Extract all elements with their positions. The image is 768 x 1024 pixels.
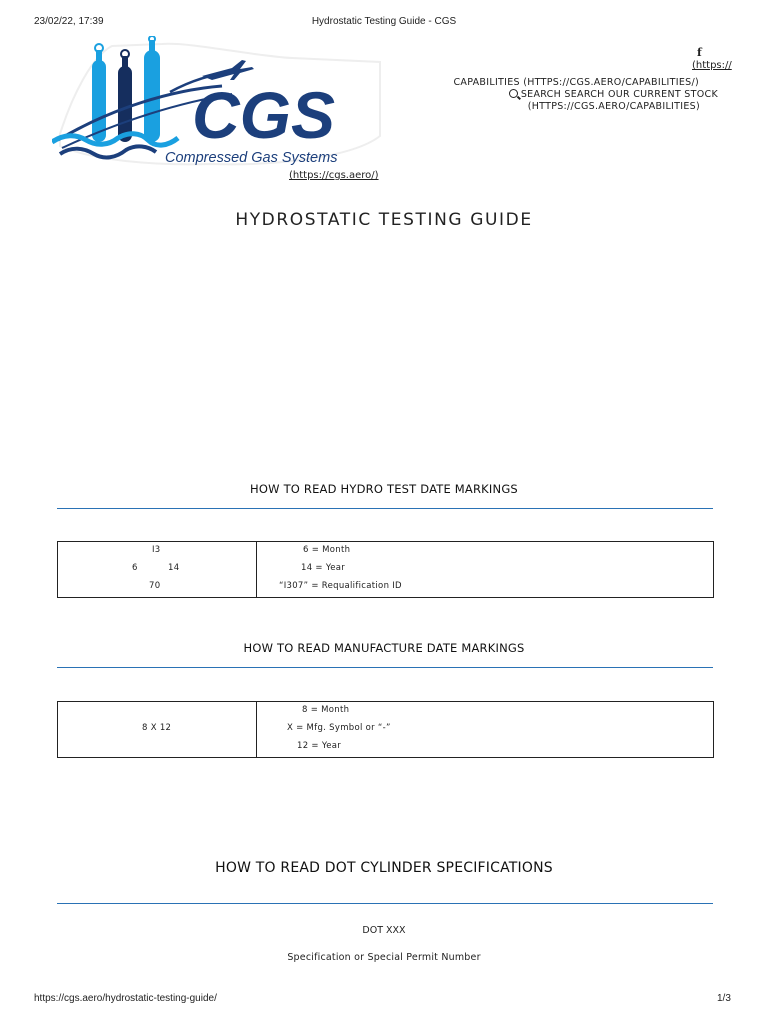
section-divider: [57, 903, 713, 904]
manufacture-legend-year: 12 = Year: [297, 741, 342, 751]
section-divider: [57, 508, 713, 509]
facebook-link[interactable]: (https://: [692, 60, 732, 71]
hydro-mark-left: 6: [132, 563, 138, 573]
hydro-legend-year: 14 = Year: [301, 563, 346, 573]
print-page-number: 1/3: [717, 993, 731, 1004]
manufacture-heading: HOW TO READ MANUFACTURE DATE MARKINGS: [243, 641, 525, 655]
hydro-mark-right: 14: [168, 563, 180, 573]
hydro-legend-id: “I307” = Requalification ID: [279, 581, 402, 591]
logo-wordmark: CGS: [192, 78, 336, 152]
page-title: HYDROSTATIC TESTING GUIDE: [235, 210, 533, 230]
hydro-marking-table: [57, 541, 714, 598]
logo-tagline: Compressed Gas Systems: [165, 150, 338, 166]
hydro-mark-bottom: 70: [149, 581, 161, 591]
cgs-logo[interactable]: [52, 36, 382, 172]
manufacture-marking-table: [57, 701, 714, 758]
dot-marking: DOT XXX: [362, 925, 406, 936]
cgs-logo-graphic: [52, 36, 382, 172]
search-icon: [509, 89, 518, 98]
hydro-heading: HOW TO READ HYDRO TEST DATE MARKINGS: [250, 482, 518, 496]
manufacture-legend-cell: [257, 702, 714, 758]
hydro-legend-month: 6 = Month: [303, 545, 351, 555]
dot-spec-description: Specification or Special Permit Number: [287, 952, 481, 963]
nav-capabilities-link[interactable]: CAPABILITIES (HTTPS://CGS.AERO/CAPABILITIES/): [453, 77, 699, 88]
manufacture-marking-cell: [58, 702, 257, 758]
manufacture-legend-month: 8 = Month: [302, 705, 350, 715]
print-doc-title: Hydrostatic Testing Guide - CGS: [311, 16, 457, 27]
nav-search[interactable]: [378, 89, 718, 100]
hydro-mark-top: I3: [152, 545, 161, 555]
manufacture-mark: 8 X 12: [142, 723, 172, 733]
print-url: https://cgs.aero/hydrostatic-testing-guide/: [34, 993, 217, 1004]
hydro-legend-cell: [257, 542, 714, 598]
dot-spec-heading: HOW TO READ DOT CYLINDER SPECIFICATIONS: [215, 860, 553, 876]
nav-search-link[interactable]: (HTTPS://CGS.AERO/CAPABILITIES): [527, 101, 700, 112]
print-datetime: 23/02/22, 17:39: [34, 16, 104, 27]
home-link[interactable]: (https://cgs.aero/): [289, 170, 379, 181]
section-divider: [57, 667, 713, 668]
manufacture-legend-symbol: X = Mfg. Symbol or “-”: [287, 723, 391, 733]
nav-search-label: SEARCH SEARCH OUR CURRENT STOCK: [520, 89, 718, 100]
hydro-marking-cell: [58, 542, 257, 598]
facebook-icon[interactable]: f: [697, 46, 702, 59]
